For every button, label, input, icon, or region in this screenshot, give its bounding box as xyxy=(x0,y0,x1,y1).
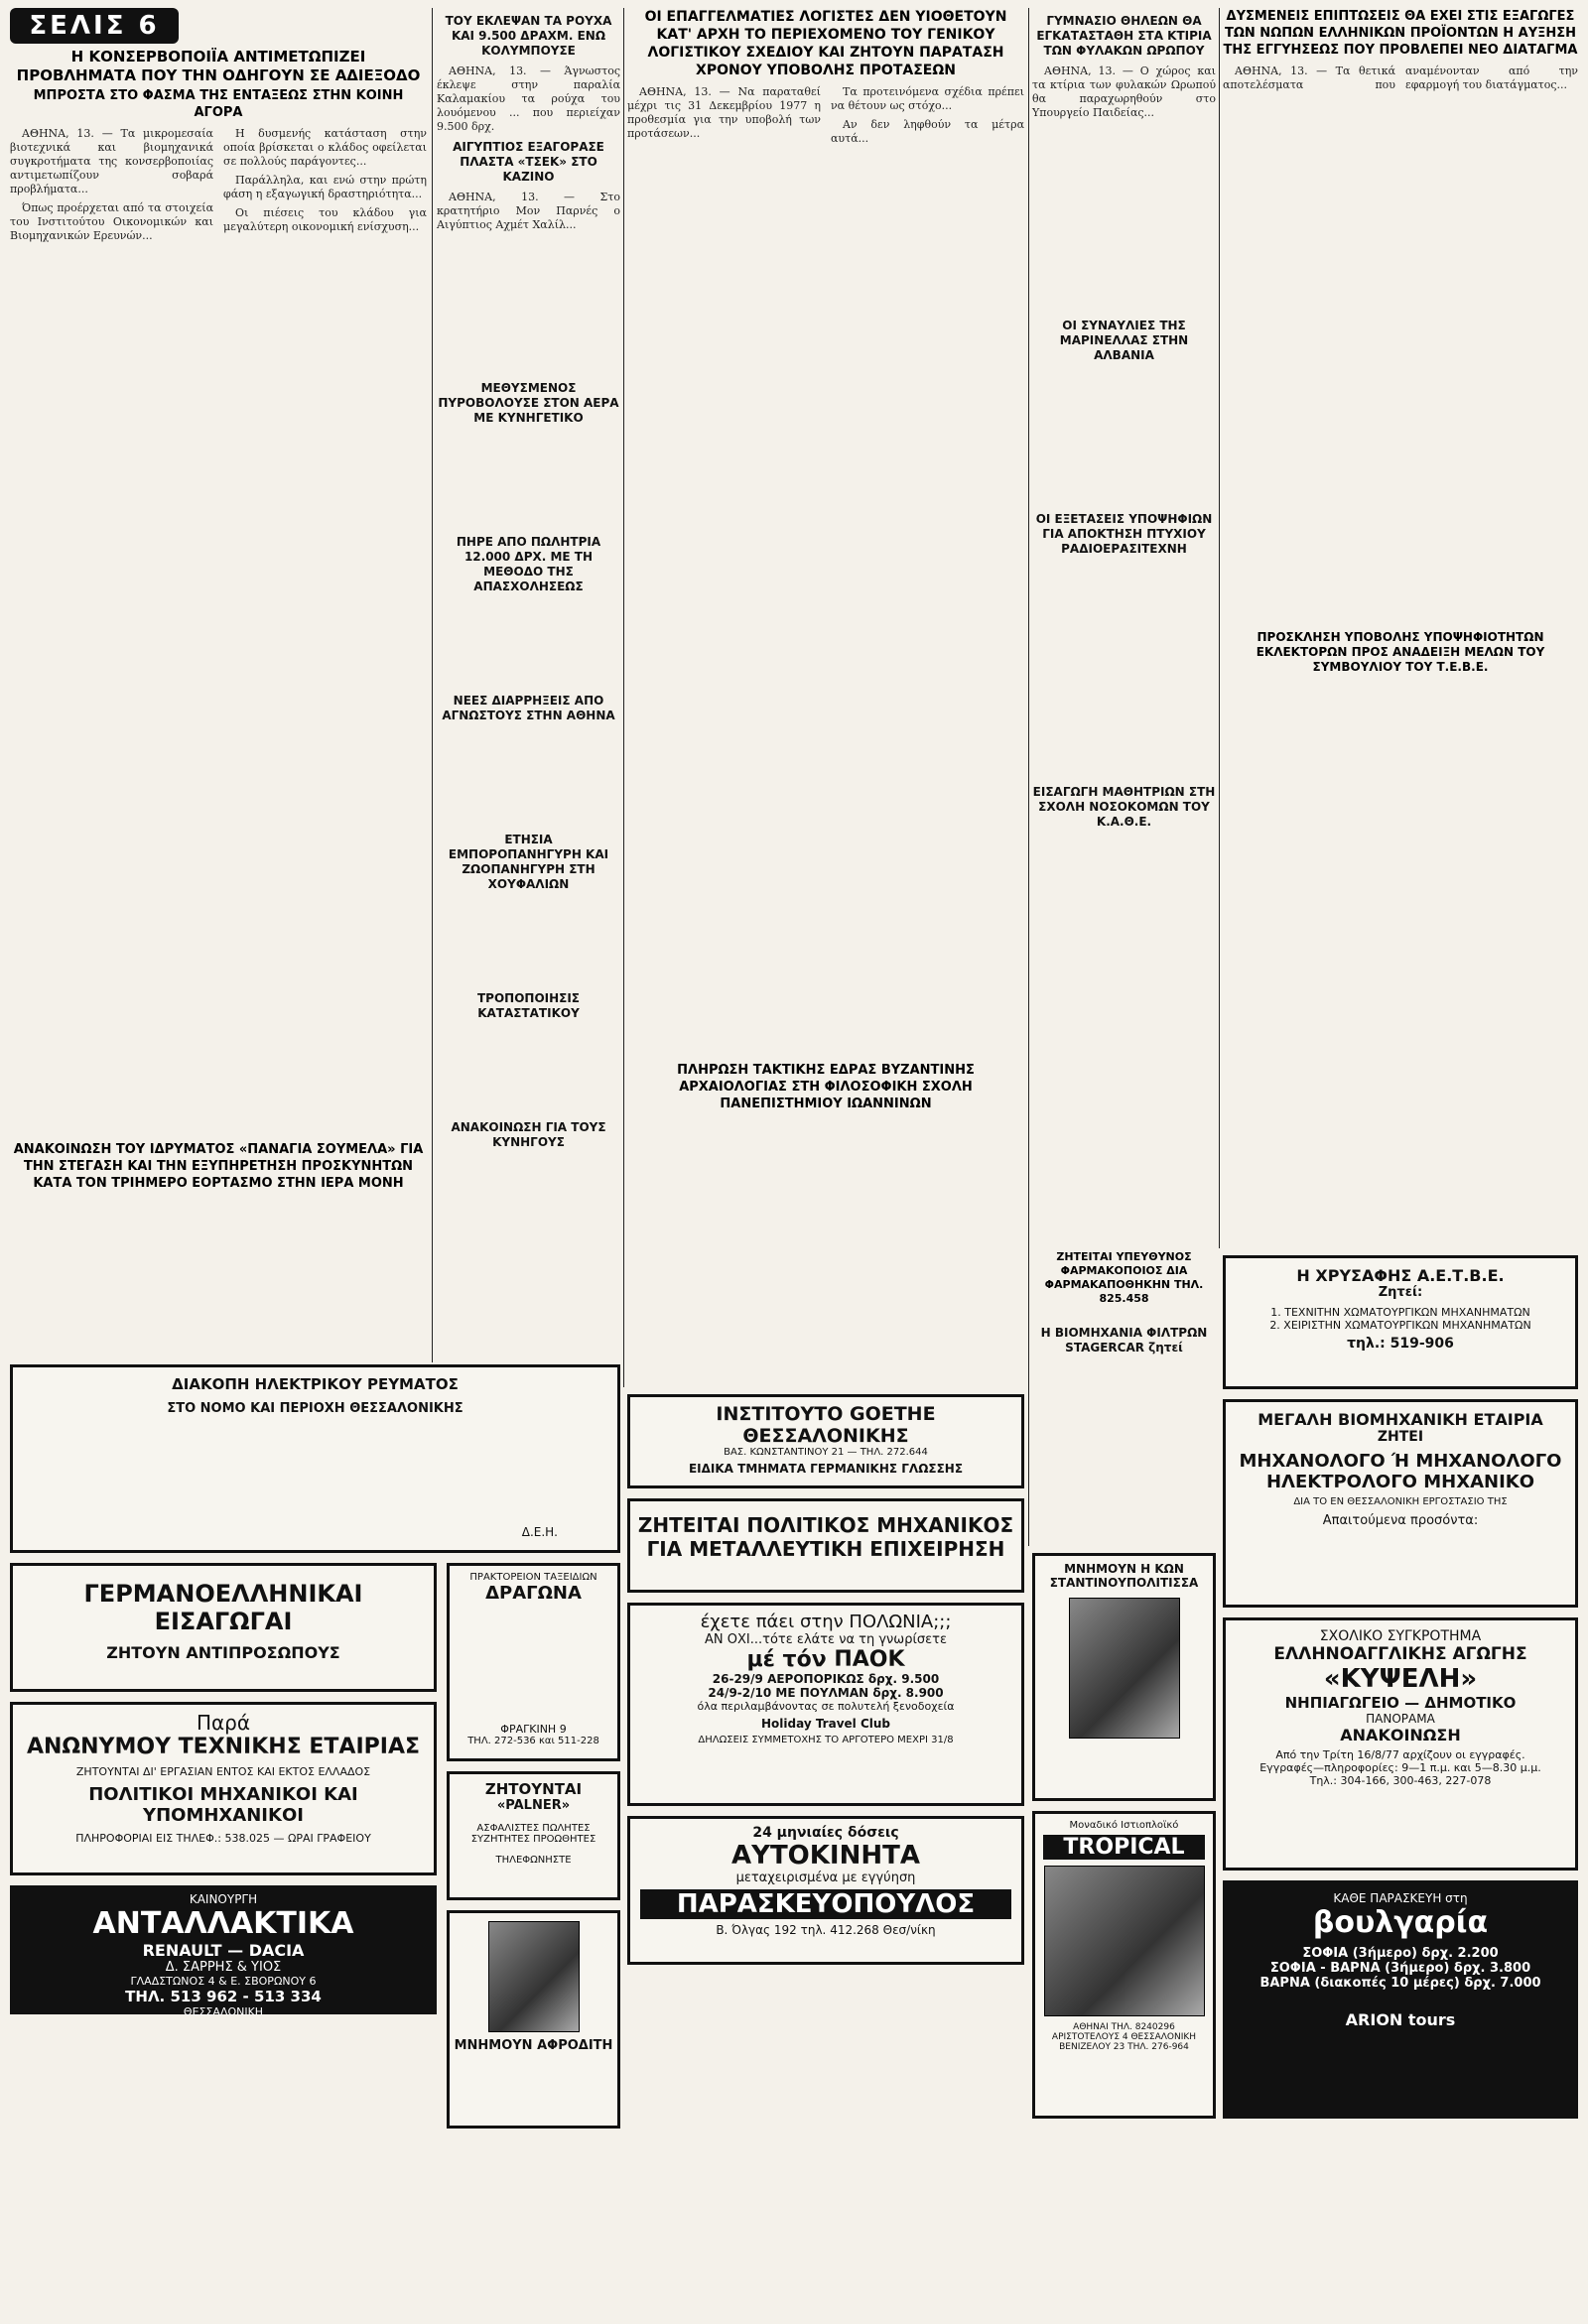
column-rule xyxy=(623,8,624,1387)
ad-line: ΠΟΛΙΤΙΚΟΙ ΜΗΧΑΝΙΚΟΙ ΚΑΙ ΥΠΟΜΗΧΑΝΙΚΟΙ xyxy=(88,1784,358,1826)
ad-line: ΕΛΛΗΝΟΑΓΓΛΙΚΗΣ ΑΓΩΓΗΣ xyxy=(1273,1644,1527,1664)
article-logistes xyxy=(627,8,1024,1060)
ad-title: ΜΝΗΜΟΥΝ Η ΚΩΝ ΣΤΑΝΤΙΝΟΥΠΟΛΙΤΙΣΣΑ xyxy=(1049,1562,1199,1590)
ad-paraskevopoulos xyxy=(627,1816,1024,1965)
ad-subtitle: ΖΗΤΟΥΝ ΑΝΤΙΠΡΟΣΩΠΟΥΣ xyxy=(106,1643,340,1662)
ad-line: ΑΘΗΝΑΙ ΤΗΛ. 8240296 ΑΡΙΣΤΟΤΕΛΟΥΣ 4 ΘΕΣΣΑΛΟΝΙΚΗ ΒΕΝΙΖΕΛΟΥ 23 ΤΗΛ. 276-964 xyxy=(1051,2022,1197,2052)
article-headline: ΠΡΟΣΚΛΗΣΗ ΥΠΟΒΟΛΗΣ ΥΠΟΨΗΦΙΟΤΗΤΩΝ ΕΚΛΕΚΤΟΡΩΝ ΠΡΟΣ ΑΝΑΔΕΙΞΗ ΜΕΛΩΝ ΤΟΥ ΣΥΜΒΟΥΛΙΟΥ ΤΟΥ Τ.Ε.Β.Ε. xyxy=(1256,630,1545,674)
ad-line: ΣΟΦΙΑ (3ήμερο) δρχ. 2.200 xyxy=(1302,1946,1499,1961)
ad-line: «PALNER» xyxy=(496,1798,571,1813)
ad-goethe xyxy=(627,1394,1024,1488)
ad-line: τηλ.: 519-906 xyxy=(1347,1336,1454,1352)
news-body: ΑΘΗΝΑ, 13. — Άγνωστος έκλεψε στην παραλία Καλαμακίου τα ρούχα του λουόμενου ... που περιείχαν 9.500 δρχ. xyxy=(437,65,620,133)
ad-renault-parts xyxy=(10,1885,437,2018)
ad-line: 24/9-2/10 ΜΕ ΠΟΥΛΜΑΝ δρχ. 8.900 xyxy=(708,1686,944,1700)
ad-line: Δ. ΣΑΡΡΗΣ & ΥΙΟΣ xyxy=(165,1960,282,1975)
news-headline: ΟΙ ΕΞΕΤΑΣΕΙΣ ΥΠΟΨΗΦΙΩΝ ΓΙΑ ΑΠΟΚΤΗΣΗ ΠΤΥΧΙΟΥ ΡΑΔΙΟΕΡΑΣΙΤΕΧΝΗ xyxy=(1035,512,1213,556)
article-paragraph: Τα προτεινόμενα σχέδια πρέπει να θέτουν ως στόχο... xyxy=(831,85,1024,112)
ad-dragona-travel xyxy=(447,1563,620,1761)
ad-line: ΖΗΤΟΥΝΤΑΙ ΔΙ' ΕΡΓΑΣΙΑΝ ΕΝΤΟΣ ΚΑΙ ΕΚΤΟΣ ΕΛΛΑΔΟΣ xyxy=(75,1765,371,1778)
column-rule xyxy=(432,8,433,1362)
ad-politikos-mixanikos xyxy=(627,1498,1024,1593)
article-headline: Η ΚΟΝΣΕΡΒΟΠΟΙΪΑ ΑΝΤΙΜΕΤΩΠΙΖΕΙ ΠΡΟΒΛΗΜΑΤΑ ΠΟΥ ΤΗΝ ΟΔΗΓΟΥΝ ΣΕ ΑΔΙΕΞΟΔΟ xyxy=(16,48,421,84)
ad-line: ΑΥΤΟΚΙΝΗΤΑ xyxy=(731,1841,920,1871)
ad-line: ΠΡΑΚΤΟΡΕΙΟΝ ΤΑΞΕΙΔΙΩΝ xyxy=(469,1572,597,1583)
ad-line: 1. ΤΕΧΝΙΤΗΝ ΧΩΜΑΤΟΥΡΓΙΚΩΝ ΜΗΧΑΝΗΜΑΤΩΝ xyxy=(1270,1306,1530,1319)
ad-line: ΓΙΑ ΜΕΤΑΛΛΕΥΤΙΚΗ ΕΠΙΧΕΙΡΗΣΗ xyxy=(646,1537,1005,1561)
ad-line: ΔΙΑ ΤΟ ΕΝ ΘΕΣΣΑΛΟΝΙΚΗ ΕΡΓΟΣΤΑΣΙΟ ΤΗΣ xyxy=(1293,1496,1508,1507)
ad-line: ΒΑΡΝΑ (διακοπές 10 μέρες) δρχ. 7.000 xyxy=(1259,1976,1541,1991)
article-paragraph: ΑΘΗΝΑ, 13. — Να παραταθεί μέχρι τις 31 Δεκεμβρίου 1977 η προθεσμία για την υποβολή των προτάσεων... xyxy=(627,85,821,140)
ad-zitoyntai-palner xyxy=(447,1771,620,1900)
ad-line: Παρά xyxy=(196,1711,251,1735)
ad-line: Μοναδικό Ιστιοπλοϊκό xyxy=(1069,1820,1179,1831)
ad-title: ΔΙΑΚΟΠΗ ΗΛΕΚΤΡΙΚΟΥ ΡΕΥΜΑΤΟΣ xyxy=(172,1375,459,1393)
news-headline: ΕΤΗΣΙΑ ΕΜΠΟΡΟΠΑΝΗΓΥΡΗ ΚΑΙ ΖΩΟΠΑΝΗΓΥΡΗ ΣΤΗ ΧΟΥΦΑΛΙΩΝ xyxy=(448,833,609,891)
ad-line: Εγγραφές—πληροφορίες: 9—1 π.μ. και 5—8.30 μ.μ. xyxy=(1259,1761,1541,1774)
ad-line: ΜΕΓΑΛΗ ΒΙΟΜΗΧΑΝΙΚΗ ΕΤΑΙΡΙΑ xyxy=(1257,1410,1543,1429)
article-paragraph: Η δυσμενής κατάσταση στην οποία βρίσκεται ο κλάδος οφείλεται σε πολλούς παράγοντες... xyxy=(223,127,427,168)
ad-line: ΘΕΣΣΑΛΟΝΙΚΗ xyxy=(183,2005,264,2018)
ad-line: ΔΡΑΓΩΝΑ xyxy=(485,1583,582,1604)
article-subhead: ΜΠΡΟΣΤΑ ΣΤΟ ΦΑΣΜΑ ΤΗΣ ΕΝΤΑΞΕΩΣ ΣΤΗΝ ΚΟΙΝΗ ΑΓΟΡΑ xyxy=(33,88,404,120)
ad-title: ΓΕΡΜΑΝΟΕΛΛΗΝΙΚΑΙ ΕΙΣΑΓΩΓΑΙ xyxy=(83,1580,363,1635)
archaeology-headline: ΠΛΗΡΩΣΗ ΤΑΚΤΙΚΗΣ ΕΔΡΑΣ ΒΥΖΑΝΤΙΝΗΣ ΑΡΧΑΙΟΛΟΓΙΑΣ ΣΤΗ ΦΙΛΟΣΟΦΙΚΗ ΣΧΟΛΗ ΠΑΝΕΠΙΣΤΗΜΙΟΥ ΙΩΑΝΝΙΝΩΝ xyxy=(677,1063,975,1111)
article-paragraph: Οι πιέσεις του κλάδου για μεγαλύτερη οικονομική ενίσχυση... xyxy=(223,206,427,233)
ad-title: ΜΝΗΜΟΥΝ ΑΦΡΟΔΙΤΗ xyxy=(454,2038,613,2053)
ad-line: μέ τόν ΠΑΟΚ xyxy=(746,1647,905,1672)
ad-line: ΖΗΤΕΙ xyxy=(1377,1429,1424,1445)
ad-line: ΝΗΠΙΑΓΩΓΕΙΟ — ΔΗΜΟΤΙΚΟ xyxy=(1284,1694,1517,1712)
ad-line: ΓΛΑΔΣΤΩΝΟΣ 4 & Ε. ΣΒΟΡΩΝΟΥ 6 xyxy=(130,1975,317,1988)
ad-line: Τηλ.: 304-166, 300-463, 227-078 xyxy=(1309,1774,1492,1787)
ad-power-cut xyxy=(10,1364,620,1553)
article-paragraph: Όπως προέρχεται από τα στοιχεία του Ινστιτούτου Οικονομικών και Βιομηχανικών Ερευνών... xyxy=(10,201,213,242)
news-headline: ΤΟΥ ΕΚΛΕΨΑΝ ΤΑ ΡΟΥΧΑ ΚΑΙ 9.500 ΔΡΑΧΜ. ΕΝΩ ΚΟΛΥΜΠΟΥΣΕ xyxy=(445,14,612,58)
ad-paok-poland xyxy=(627,1603,1024,1806)
pharmacist-headline: ΖΗΤΕΙΤΑΙ ΥΠΕΥΘΥΝΟΣ ΦΑΡΜΑΚΟΠΟΙΟΣ ΔΙΑ ΦΑΡΜΑΚΑΠΟΘΗΚΗΝ ΤΗΛ. 825.458 xyxy=(1044,1250,1204,1305)
ad-line: 26-29/9 ΑΕΡΟΠΟΡΙΚΩΣ δρχ. 9.500 xyxy=(712,1672,940,1686)
ad-line: Β. Όλγας 192 τηλ. 412.268 Θεσ/νίκη xyxy=(716,1923,936,1937)
soumela-headline: ΑΝΑΚΟΙΝΩΣΗ ΤΟΥ ΙΔΡΥΜΑΤΟΣ «ΠΑΝΑΓΙΑ ΣΟΥΜΕΛΑ» ΓΙΑ ΤΗΝ ΣΤΕΓΑΣΗ ΚΑΙ ΤΗΝ ΕΞΥΠΗΡΕΤΗΣΗ ΠΡΟΣΚΥΝΗΤΩΝ ΚΑΤΑ ΤΟΝ ΤΡΙΗΜΕΡΟ ΕΟΡΤΑΣΜΟ ΣΤΗΝ ΙΕΡΑ ΜΟΝΗ xyxy=(13,1142,424,1191)
page-masthead xyxy=(10,8,179,44)
ad-line: βουλγαρία xyxy=(1312,1905,1489,1940)
news-body: ΑΘΗΝΑ, 13. — Στο κρατητήριο Μον Παρνές ο Αιγύπτιος Αχμέτ Χαλίλ... xyxy=(437,191,620,231)
ad-line: ΔΗΛΩΣΕΙΣ ΣΥΜΜΕΤΟΧΗΣ ΤΟ ΑΡΓΟΤΕΡΟ ΜΕΧΡΙ 31/8 xyxy=(698,1735,954,1745)
ad-line: Holiday Travel Club xyxy=(760,1717,891,1731)
ad-line: ΤΗΛΕΦΩΝΗΣΤΕ xyxy=(495,1855,572,1866)
ad-mnimoyn-afroditi xyxy=(447,1910,620,2129)
news-headline: ΠΗΡΕ ΑΠΟ ΠΩΛΗΤΡΙΑ 12.000 ΔΡΧ. ΜΕ ΤΗ ΜΕΘΟΔΟ ΤΗΣ ΑΠΑΣΧΟΛΗΣΕΩΣ xyxy=(456,535,601,593)
ad-line: ΠΑΡΑΣΚΕΥΟΠΟΥΛΟΣ xyxy=(640,1889,1011,1919)
column-short-news xyxy=(437,8,620,1149)
ad-line: TROPICAL xyxy=(1043,1835,1205,1860)
news-headline: ΑΙΓΥΠΤΙΟΣ ΕΞΑΓΟΡΑΣΕ ΠΛΑΣΤΑ «ΤΣΕΚ» ΣΤΟ ΚΑΖΙΝΟ xyxy=(453,140,604,184)
ad-line: ΚΑΘΕ ΠΑΡΑΣΚΕΥΗ στη xyxy=(1333,1891,1468,1905)
ad-subtitle: ΕΙΔΙΚΑ ΤΜΗΜΑΤΑ ΓΕΡΜΑΝΙΚΗΣ ΓΛΩΣΣΗΣ xyxy=(688,1462,964,1476)
ad-line: έχετε πάει στην ΠΟΛΩΝΙΑ;;; xyxy=(700,1612,952,1632)
ad-line: ΗΛΕΚΤΡΟΛΟΓΟ ΜΗΧΑΝΙΚΟ xyxy=(1265,1472,1535,1492)
ad-line: ΣΟΦΙΑ - ΒΑΡΝΑ (3ήμερο) δρχ. 3.800 xyxy=(1269,1961,1531,1976)
ad-title: ΙΝΣΤΙΤΟΥΤΟ GOETHE ΘΕΣΣΑΛΟΝΙΚΗΣ xyxy=(716,1403,936,1447)
ad-line: ΚΑΙΝΟΥΡΓΗ xyxy=(189,1892,258,1906)
article-paragraph: ΑΘΗΝΑ, 13. — Τα μικρομεσαία βιοτεχνικά και βιομηχανικά συγκροτήματα της κονσερβοποιίας αντιμετωπίζουν σοβαρά προβλήματα... xyxy=(10,127,213,195)
ad-bulgaria-tours xyxy=(1223,1880,1578,2119)
portrait-photo xyxy=(1069,1598,1180,1739)
column-rule xyxy=(1219,8,1220,1248)
ad-line: ΑΝΑΚΟΙΝΩΣΗ xyxy=(1340,1726,1461,1744)
ad-line: ΜΗΧΑΝΟΛΟΓΟ Ή ΜΗΧΑΝΟΛΟΓΟ xyxy=(1239,1451,1562,1472)
ad-line: Ζητεί: xyxy=(1378,1285,1423,1300)
ad-line: ΑΣΦΑΛΙΣΤΕΣ ΠΩΛΗΤΕΣ ΣΥΖΗΤΗΤΕΣ ΠΡΟΩΘΗΤΕΣ xyxy=(470,1823,596,1845)
news-headline: ΟΙ ΣΥΝΑΥΛΙΕΣ ΤΗΣ ΜΑΡΙΝΕΛΛΑΣ ΣΤΗΝ ΑΛΒΑΝΙΑ xyxy=(1059,319,1189,362)
ad-line: 2. ΧΕΙΡΙΣΤΗΝ ΧΩΜΑΤΟΥΡΓΙΚΩΝ ΜΗΧΑΝΗΜΑΤΩΝ xyxy=(1269,1319,1531,1332)
ad-line: ΑΝΤΑΛΛΑΚΤΙΚΑ xyxy=(92,1906,354,1941)
column-rule xyxy=(1028,8,1029,1546)
ad-address: ΒΑΣ. ΚΩΝΣΤΑΝΤΙΝΟΥ 21 — ΤΗΛ. 272.644 xyxy=(724,1447,928,1458)
ad-line: «ΚΥΨΕΛΗ» xyxy=(1323,1664,1478,1694)
ad-line: ΑΝ ΟΧΙ...τότε ελάτε να τη γνωρίσετε xyxy=(705,1632,947,1647)
ad-line: ΣΧΟΛΙΚΟ ΣΥΓΚΡΟΤΗΜΑ xyxy=(1319,1628,1482,1644)
ad-anonymous-company xyxy=(10,1702,437,1875)
ad-line: ΖΗΤΟΥΝΤΑΙ xyxy=(484,1780,583,1798)
portrait-photo xyxy=(488,1921,580,2032)
ad-line: ΦΡΑΓΚΙΝΗ 9 xyxy=(500,1723,567,1736)
news-headline: ΕΙΣΑΓΩΓΗ ΜΑΘΗΤΡΙΩΝ ΣΤΗ ΣΧΟΛΗ ΝΟΣΟΚΟΜΩΝ ΤΟΥ Κ.Α.Θ.Ε. xyxy=(1032,785,1216,829)
ad-line: Από την Τρίτη 16/8/77 αρχίζουν οι εγγραφές. xyxy=(1275,1748,1525,1761)
ad-line: μεταχειρισμένα με εγγύηση xyxy=(735,1871,916,1885)
article-exagoges xyxy=(1223,8,1578,1248)
ad-mnimoyn-konstantinoupolitissa xyxy=(1032,1553,1216,1801)
article-headline: ΟΙ ΕΠΑΓΓΕΛΜΑΤΙΕΣ ΛΟΓΙΣΤΕΣ ΔΕΝ ΥΙΟΘΕΤΟΥΝ ΚΑΤ' ΑΡΧΗ ΤΟ ΠΕΡΙΕΧΟΜΕΝΟ ΤΟΥ ΓΕΝΙΚΟΥ ΛΟΓΙΣΤΙΚΟΥ ΣΧΕΔΙΟΥ ΚΑΙ ΖΗΤΟΥΝ ΠΑΡΑΤΑΣΗ ΧΡΟΝΟΥ ΥΠΟΒΟΛΗΣ ΠΡΟΤΑΣΕΩΝ xyxy=(644,9,1007,78)
ad-line: ΠΑΝΟΡΑΜΑ xyxy=(1366,1712,1435,1726)
news-headline: ΤΡΟΠΟΠΟΙΗΣΙΣ ΚΑΤΑΣΤΑΤΙΚΟΥ xyxy=(476,991,581,1020)
ad-tropical xyxy=(1032,1811,1216,2119)
ad-kypseli-school xyxy=(1223,1617,1578,1871)
news-headline: ΜΕΘΥΣΜΕΝΟΣ ΠΥΡΟΒΟΛΟΥΣΕ ΣΤΟΝ ΑΕΡΑ ΜΕ ΚΥΝΗΓΕΤΙΚΟ xyxy=(438,381,619,425)
ad-biomixaniki-etaireia xyxy=(1223,1399,1578,1608)
article-headline: ΔΥΣΜΕΝΕΙΣ ΕΠΙΠΤΩΣΕΙΣ ΘΑ ΕΧΕΙ ΣΤΙΣ ΕΞΑΓΩΓΕΣ ΤΩΝ ΝΩΠΩΝ ΕΛΛΗΝΙΚΩΝ ΠΡΟΪΟΝΤΩΝ Η ΑΥΞΗΣΗ ΤΗΣ ΕΓΓΥΗΣΕΩΣ ΠΟΥ ΠΡΟΒΛΕΠΕΙ ΝΕΟ ΔΙΑΤΑΓΜΑ xyxy=(1223,9,1578,58)
ad-line: όλα περιλαμβάνοντας σε πολυτελή ξενοδοχεία xyxy=(697,1700,955,1713)
ad-subtitle: ΣΤΟ ΝΟΜΟ ΚΑΙ ΠΕΡΙΟΧΗ ΘΕΣΣΑΛΟΝΙΚΗΣ xyxy=(167,1401,463,1416)
ad-line: ΖΗΤΕΙΤΑΙ ΠΟΛΙΤΙΚΟΣ ΜΗΧΑΝΙΚΟΣ xyxy=(637,1513,1014,1537)
ad-signature: Δ.Ε.Η. xyxy=(521,1525,558,1539)
ad-line: RENAULT — DACIA xyxy=(142,1941,305,1960)
ad-germanoellinikai xyxy=(10,1563,437,1692)
news-body: ΑΘΗΝΑ, 13. — Ο χώρος και τα κτίρια των φυλακών Ωρωπού θα παραχωρηθούν στο Υπουργείο Παιδείας... xyxy=(1032,65,1216,119)
article-konserves xyxy=(10,48,427,1139)
ad-line: ΑRION tours xyxy=(1345,2010,1456,2029)
article-paragraph: ΑΘΗΝΑ, 13. — Τα θετικά αποτελέσματα που αναμένονταν από την εφαρμογή του διατάγματος... xyxy=(1223,65,1578,91)
ad-chrysafis xyxy=(1223,1255,1578,1389)
boat-photo xyxy=(1044,1866,1205,2016)
ad-line: 24 μηνιαίες δόσεις xyxy=(752,1825,899,1841)
news-headline: ΓΥΜΝΑΣΙΟ ΘΗΛΕΩΝ ΘΑ ΕΓΚΑΤΑΣΤΑΘΗ ΣΤΑ ΚΤΙΡΙΑ ΤΩΝ ΦΥΛΑΚΩΝ ΩΡΩΠΟΥ xyxy=(1036,14,1212,58)
ad-line: ΑΝΩΝΥΜΟΥ ΤΕΧΝΙΚΗΣ ΕΤΑΙΡΙΑΣ xyxy=(26,1735,421,1759)
masthead-label: ΣΕΛΙΣ 6 xyxy=(29,11,160,41)
stagercar-headline: Η ΒΙΟΜΗΧΑΝΙΑ ΦΙΛΤΡΩΝ STAGERCAR ζητεί xyxy=(1040,1326,1208,1355)
ad-line: ΠΛΗΡΟΦΟΡΙΑΙ ΕΙΣ ΤΗΛΕΦ.: 538.025 — ΩΡΑΙ ΓΡΑΦΕΙΟΥ xyxy=(75,1832,371,1845)
ad-line: ΤΗΛ. 513 962 - 513 334 xyxy=(125,1988,322,2005)
article-paragraph: Παράλληλα, και ενώ στην πρώτη φάση η εξαγωγική δραστηριότητα... xyxy=(223,174,427,200)
ad-line: Απαιτούμενα προσόντα: xyxy=(1322,1513,1479,1528)
news-headline: ΑΝΑΚΟΙΝΩΣΗ ΓΙΑ ΤΟΥΣ ΚΥΝΗΓΟΥΣ xyxy=(451,1120,606,1149)
article-paragraph: Αν δεν ληφθούν τα μέτρα αυτά... xyxy=(831,118,1024,145)
column-gymnasio xyxy=(1032,8,1216,1228)
ad-line: Η ΧΡΥΣΑΦΗΣ Α.Ε.Τ.Β.Ε. xyxy=(1296,1266,1505,1285)
ad-line: ΤΗΛ. 272-536 και 511-228 xyxy=(467,1736,599,1746)
news-headline: ΝΕΕΣ ΔΙΑΡΡΗΞΕΙΣ ΑΠΟ ΑΓΝΩΣΤΟΥΣ ΣΤΗΝ ΑΘΗΝΑ xyxy=(442,694,615,722)
